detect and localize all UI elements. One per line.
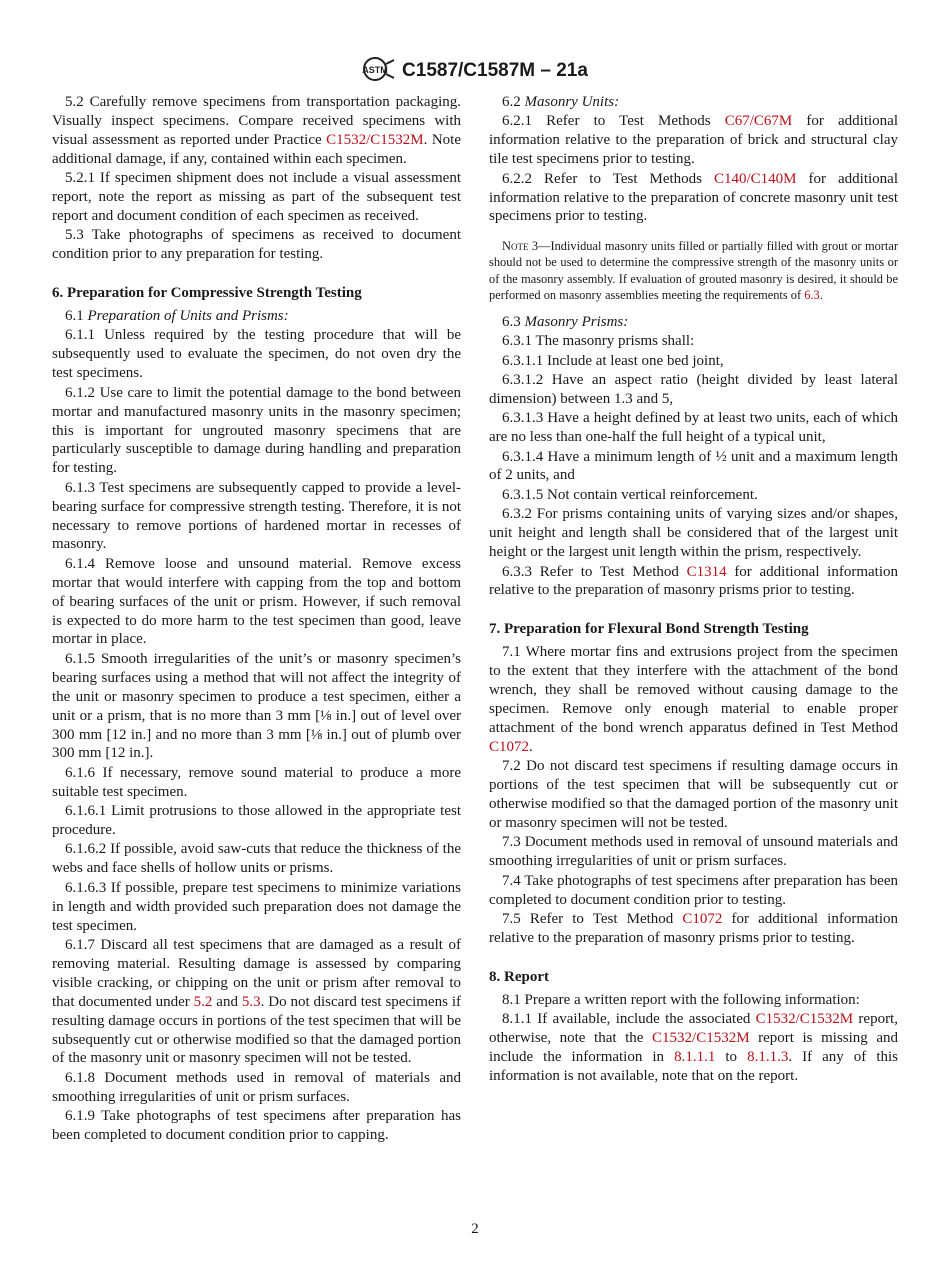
text-segment: 7.2 Do not discard test specimens if resulting damage occurs in portions of the test specimen that will be subsequently cut or otherwise modified so that the damaged portion of the masonry unit or masonry specimen will not be tested. xyxy=(489,758,898,831)
paragraph xyxy=(52,1107,461,1145)
text-segment: 6.1.6.3 If possible, prepare test specimens to minimize variations in length and width provided such preparation does not damage the test specimen. xyxy=(52,879,461,934)
text-segment: 6.3.1.4 Have a minimum length of ½ unit and a maximum length of 2 units, and xyxy=(489,448,898,484)
text-segment: . If any of this information is not available, note that on the report. xyxy=(489,1048,898,1084)
text-segment: for additional information relative to the preparation of concrete masonry unit test specimens prior to testing. xyxy=(489,170,898,225)
text-segment: Note xyxy=(502,239,529,254)
text-segment: 6.1.1 Unless required by the testing procedure that will be subsequently used to evaluate the specimen, do not oven dry the test specimens. xyxy=(52,327,461,382)
cross-reference-link[interactable]: 8.1.1.3 xyxy=(747,1048,789,1065)
text-segment: 5.2.1 If specimen shipment does not include a visual assessment report, note the report as missing as part of the subsequent test report and document condition of each specimen as received. xyxy=(52,170,461,224)
text-segment: to xyxy=(715,1048,748,1065)
text-segment: and xyxy=(212,993,242,1010)
text-segment: Preparation of Units and Prisms: xyxy=(87,308,289,325)
cross-reference-link[interactable]: C67/C67M xyxy=(724,113,793,130)
text-segment: 6.2 xyxy=(502,94,525,110)
text-segment: 3—Individual masonry units filled or partially filled with grout or mortar should not be used to determine the compressive strength of the masonry units or of the masonry assembly. If evaluation of grouted masonry is desired, it should be performed on masonry assemblies meeting the requirements of xyxy=(489,239,898,302)
svg-text:ASTM: ASTM xyxy=(362,65,388,75)
text-segment: . Note additional damage, if any, contained within each specimen. xyxy=(52,131,461,167)
paragraph xyxy=(52,840,461,878)
cross-reference-link[interactable]: 6.3 xyxy=(804,287,820,302)
cross-reference-link[interactable]: 8.1.1.1 xyxy=(674,1048,716,1065)
paragraph xyxy=(52,326,461,383)
paragraph xyxy=(52,764,461,802)
paragraph xyxy=(489,352,898,371)
text-segment: . Do not discard test specimens if resulting damage occurs in portions of the test specimen that will be subsequently cut or otherwise modified so that the damaged portion of the masonry unit or masonry specimen will not be tested. xyxy=(52,993,461,1067)
paragraph xyxy=(52,226,461,264)
cross-reference-link[interactable]: C1072 xyxy=(489,738,530,755)
note-paragraph xyxy=(489,238,898,302)
text-segment: 6.3 xyxy=(502,313,525,330)
text-segment: 6.1.8 Document methods used in removal of materials and smoothing irregularities of unit or prism surfaces. xyxy=(52,1069,461,1105)
paragraph xyxy=(52,93,461,169)
paragraph xyxy=(52,802,461,840)
text-segment: 6. Preparation for Compressive Strength Testing xyxy=(52,285,362,302)
text-segment: 7.1 Where mortar fins and extrusions project from the specimen to the extent that they interfere with the attachment of the bond wrench, they shall be removed without causing damage to the specimen. Remove only enough material to enable proper attachment of the bond wrench apparatus defined in Test Method xyxy=(489,644,898,736)
text-segment: 7.5 Refer to Test Method xyxy=(502,910,683,927)
text-segment: . xyxy=(529,738,533,755)
text-segment: report is missing and include the information in xyxy=(489,1029,898,1065)
text-segment: 7. Preparation for Flexural Bond Strength Testing xyxy=(489,621,809,638)
text-segment: 8.1.1 If available, include the associated xyxy=(502,1011,756,1028)
cross-reference-link[interactable]: 5.2 xyxy=(193,993,213,1010)
text-segment: 6.1.6.2 If possible, avoid saw-cuts that reduce the thickness of the webs and face shells of hollow units or prisms. xyxy=(52,841,461,877)
cross-reference-link[interactable]: C1532/C1532M xyxy=(652,1029,750,1046)
text-segment: report, otherwise, note that the xyxy=(489,1011,898,1046)
text-segment: 5.2 Carefully remove specimens from transportation packaging. Visually inspect specimens. Compare received specimens with visual assessment as reported under Practice xyxy=(52,94,461,148)
text-segment: for additional information relative to the preparation of masonry prisms prior to testing. xyxy=(489,910,898,946)
paragraph xyxy=(52,479,461,555)
text-segment: 6.3.1.1 Include at least one bed joint, xyxy=(502,352,724,369)
text-segment: 6.3.3 Refer to Test Method xyxy=(502,563,687,580)
paragraph xyxy=(489,505,898,562)
text-segment: 6.2.1 Refer to Test Methods xyxy=(502,113,725,130)
section-heading xyxy=(489,620,898,639)
paragraph xyxy=(52,1069,461,1107)
paragraph xyxy=(489,112,898,169)
paragraph xyxy=(489,313,898,332)
text-segment: 6.1.3 Test specimens are subsequently capped to provide a level-bearing surface for compressive strength testing. Therefore, it is not necessary to remove portions of hardened mortar in recesses of masonry. xyxy=(52,479,461,553)
paragraph xyxy=(52,384,461,479)
text-segment: 6.3.1.5 Not contain vertical reinforcement. xyxy=(502,486,758,503)
paragraph xyxy=(52,307,461,326)
text-segment: . xyxy=(819,287,823,302)
text-segment: 6.3.2 For prisms containing units of varying sizes and/or shapes, unit height and length shall be considered that of the largest unit height or the largest unit length within the prism, respectively. xyxy=(489,506,898,561)
text-segment: Masonry Prisms: xyxy=(524,313,629,330)
paragraph xyxy=(489,371,898,409)
page-header xyxy=(0,56,950,82)
paragraph xyxy=(52,879,461,936)
cross-reference-link[interactable]: C1314 xyxy=(686,563,727,580)
text-segment: 7.4 Take photographs of test specimens after preparation has been completed to document condition prior to testing. xyxy=(489,872,898,908)
paragraph xyxy=(489,93,898,112)
cross-reference-link[interactable]: C140/C140M xyxy=(714,170,797,187)
text-segment: 6.1.9 Take photographs of test specimens after preparation has been completed to document condition prior to capping. xyxy=(52,1108,461,1144)
paragraph xyxy=(52,169,461,226)
paragraph xyxy=(489,833,898,871)
text-segment: 6.3.1 The masonry prisms shall: xyxy=(502,333,695,350)
text-segment: 5.3 Take photographs of specimens as received to document condition prior to any preparation for testing. xyxy=(52,227,461,263)
paragraph xyxy=(489,563,898,601)
text-segment: for additional information relative to the preparation of brick and structural clay tile test specimens prior to testing. xyxy=(489,113,898,168)
paragraph xyxy=(489,448,898,486)
text-segment: 6.1.7 Discard all test specimens that are damaged as a result of removing material. Resulting damage is assessed by comparing visible cracking, or chipping on the unit or prism after removal to that documented under xyxy=(52,936,461,1010)
paragraph xyxy=(489,170,898,227)
text-segment: 6.1.2 Use care to limit the potential damage to the bond between mortar and manufactured masonry units in the masonry specimen; this is important for ungrouted masonry specimens that are particularly susceptible to damage during handling and preparation for testing. xyxy=(52,384,461,477)
paragraph xyxy=(489,643,898,756)
text-segment: 6.1.6 If necessary, remove sound material to produce a more suitable test specimen. xyxy=(52,764,461,800)
paragraph xyxy=(52,650,461,763)
paragraph xyxy=(52,936,461,1068)
text-segment: 6.3.1.3 Have a height defined by at least two units, each of which are no less than one-half the full height of a typical unit, xyxy=(489,410,898,446)
section-heading xyxy=(489,968,898,987)
right-column xyxy=(489,93,898,1086)
paragraph xyxy=(489,872,898,910)
cross-reference-link[interactable]: C1532/C1532M xyxy=(326,131,424,148)
section-heading xyxy=(52,284,461,303)
cross-reference-link[interactable]: C1072 xyxy=(682,910,723,927)
cross-reference-link[interactable]: C1532/C1532M xyxy=(755,1011,854,1028)
text-segment: 7.3 Document methods used in removal of unsound materials and smoothing irregularities of unit or prism surfaces. xyxy=(489,834,898,870)
text-segment: 6.3.1.2 Have an aspect ratio (height divided by least lateral dimension) between 1.3 and 5, xyxy=(489,371,898,407)
text-segment: Masonry Units: xyxy=(524,94,620,110)
text-segment: 6.1 xyxy=(65,308,88,325)
text-segment: 8. Report xyxy=(489,968,549,985)
document-designation: C1587/C1587M – 21a xyxy=(402,60,588,81)
paragraph xyxy=(489,486,898,505)
paragraph xyxy=(489,1010,898,1086)
left-column xyxy=(52,93,461,1145)
text-segment: for additional information relative to the preparation of masonry prisms prior to testing. xyxy=(489,563,898,599)
text-segment: 6.2.2 Refer to Test Methods xyxy=(502,170,714,187)
paragraph xyxy=(489,910,898,948)
text-segment: 8.1 Prepare a written report with the following information: xyxy=(502,991,860,1008)
paragraph xyxy=(52,555,461,650)
astm-logo-icon xyxy=(362,56,396,82)
text-segment: 6.1.5 Smooth irregularities of the unit’s or masonry specimen’s bearing surfaces using a method that will not affect the integrity of the unit or masonry specimen to produce a test specimen, either a unit or a prism, that is no more than 3 mm [⅛ in.] out of level over 300 mm [12 in.] and no more than 3 mm [⅛ in.] out of plumb over 300 mm [12 in.]. xyxy=(52,650,461,762)
page-number: 2 xyxy=(471,1221,479,1237)
paragraph xyxy=(489,757,898,833)
text-segment: 6.1.6.1 Limit protrusions to those allowed in the appropriate test procedure. xyxy=(52,803,461,839)
cross-reference-link[interactable]: 5.3 xyxy=(241,993,261,1010)
paragraph xyxy=(489,991,898,1010)
paragraph xyxy=(489,409,898,447)
paragraph xyxy=(489,332,898,351)
text-segment: 6.1.4 Remove loose and unsound material. Remove excess mortar that would interfere with capping from the top and bottom of bearing surfaces of the unit or prism. However, if such removal is expected to do more harm to the test specimen than good, leave mortar in place. xyxy=(52,555,461,648)
